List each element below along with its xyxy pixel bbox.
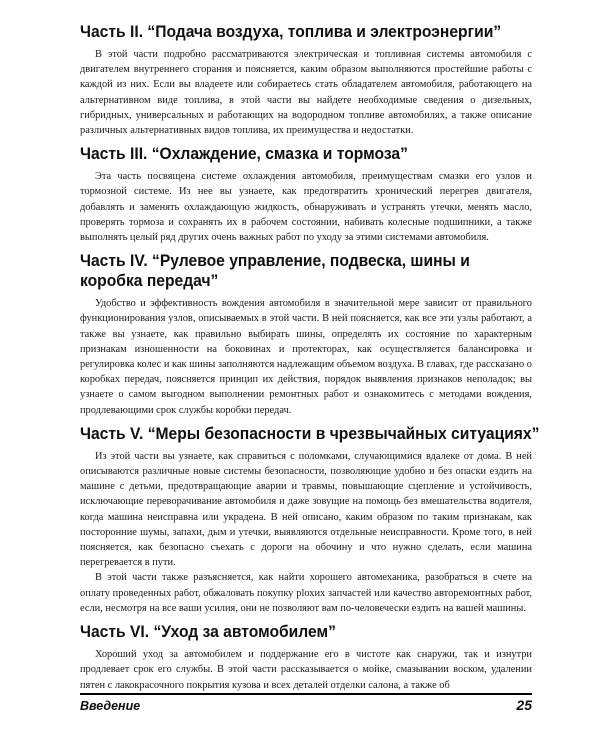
section-part-4 — [80, 251, 532, 418]
footer-divider — [80, 693, 532, 695]
section-paragraph: В этой части подробно рассматриваются электрическая и топливная системы автомобиля с двигателем внутреннего сгорания и поясняется, каким образом выполняются простейшие работы с каждой из них. Если вы владеете или собираетесь стать обладателем автомобиля, работающего на альтернативном виде топлива, в этой части вы найдете необходимые сведения о дизельных, гибридных, универсальных и работающих на водородном топливе автомобилях, а также описание различных альтернативных видов топлива, их преимущества и недостатки. — [80, 49, 532, 137]
section-part-5 — [80, 423, 540, 616]
page-number: 25 — [516, 697, 532, 713]
section-heading: Часть III. “Охлаждение, смазка и тормоза” — [80, 144, 408, 164]
section-paragraph: Эта часть посвящена системе охлаждения автомобиля, преимуществам смазки его узлов и тормозной системе. Из нее вы узнаете, как предотвратить хронический перегрев двигателя, добавлять и заменять охлаждающую жидкость, обнаруживать и устранять утечки, менять масло, проверять тормоза и сохранять их в рабочем состоянии, набивать колесные подшипники, а также выполнять целый ряд других очень важных работ по уходу за этими системами автомобиля. — [80, 171, 532, 244]
section-part-6 — [80, 622, 532, 693]
section-heading: Часть V. “Меры безопасности в чрезвычайных ситуациях” — [80, 423, 540, 443]
section-paragraph: В этой части также разъясняется, как найти хорошего автомеханика, разобраться в счете на оплату проведенных работ, обжаловать покупку plохих запчастей или качество авторемонтных работ, если, несмотря на все ваши усилия, они не позволяют вам по-человечески ездить на вашей машины. — [80, 572, 532, 614]
section-part-2 — [80, 22, 532, 138]
page-content — [80, 22, 540, 699]
section-heading: Часть IV. “Рулевое управление, подвеска, шины и коробка передач” — [80, 251, 470, 291]
page-footer — [80, 697, 532, 713]
section-paragraph: Из этой части вы узнаете, как справиться с поломками, случающимися вдалеке от дома. В ней описываются различные новые системы безопасности, позволяющие удобно и без опаски ездить на машине с детьми, предотвращающие аварии и травмы, повышающие сцепление и устойчивость, исключающие переворачивание автомобиля и даже зовущие на помощь без вмешательства водителя, когда машина неисправна или украдена. В ней описано, каким образом по таким признакам, как посторонние шумы, запахи, дым и утечки, выявляются отдельные неисправности. Кроме того, в ней поясняется, как безопасно съехать с дороги на обочину и что нужно сделать, если машина перегревается в пути. — [80, 450, 532, 569]
section-paragraph: Хороший уход за автомобилем и поддержание его в чистоте как снаружи, так и изнутри продлевает срок его службы. В этой части рассказывается о мойке, смазывании воском, удалении пятен с лакокрасочного покрытия кузова и всех деталей отделки салона, а также об — [80, 649, 532, 691]
section-part-3 — [80, 144, 532, 245]
section-paragraph: Удобство и эффективность вождения автомобиля в значительной мере зависит от правильного функционирования узлов, описываемых в этой части. В ней поясняется, как все эти узлы работают, а также вы узнаете, как правильно выбирать шины, определять их состояние по характерным признакам изношенности на боковинах и протекторах, как осуществляется балансировка и регулировка колес и как шины заполняются надлежащим объемом воздуха. В главах, где рассказано о коробках передач, поясняется принцип их действия, порядок выявления признаков неполадок; вы узнаете о самом выгодном выполнении ремонтных работ и ознакомитесь с методами вождения, продлевающими срок службы коробки передач. — [80, 298, 532, 416]
section-heading: Часть II. “Подача воздуха, топлива и электроэнергии” — [80, 22, 502, 41]
footer-chapter-label: Введение — [80, 699, 141, 713]
section-heading: Часть VI. “Уход за автомобилем” — [80, 622, 336, 642]
